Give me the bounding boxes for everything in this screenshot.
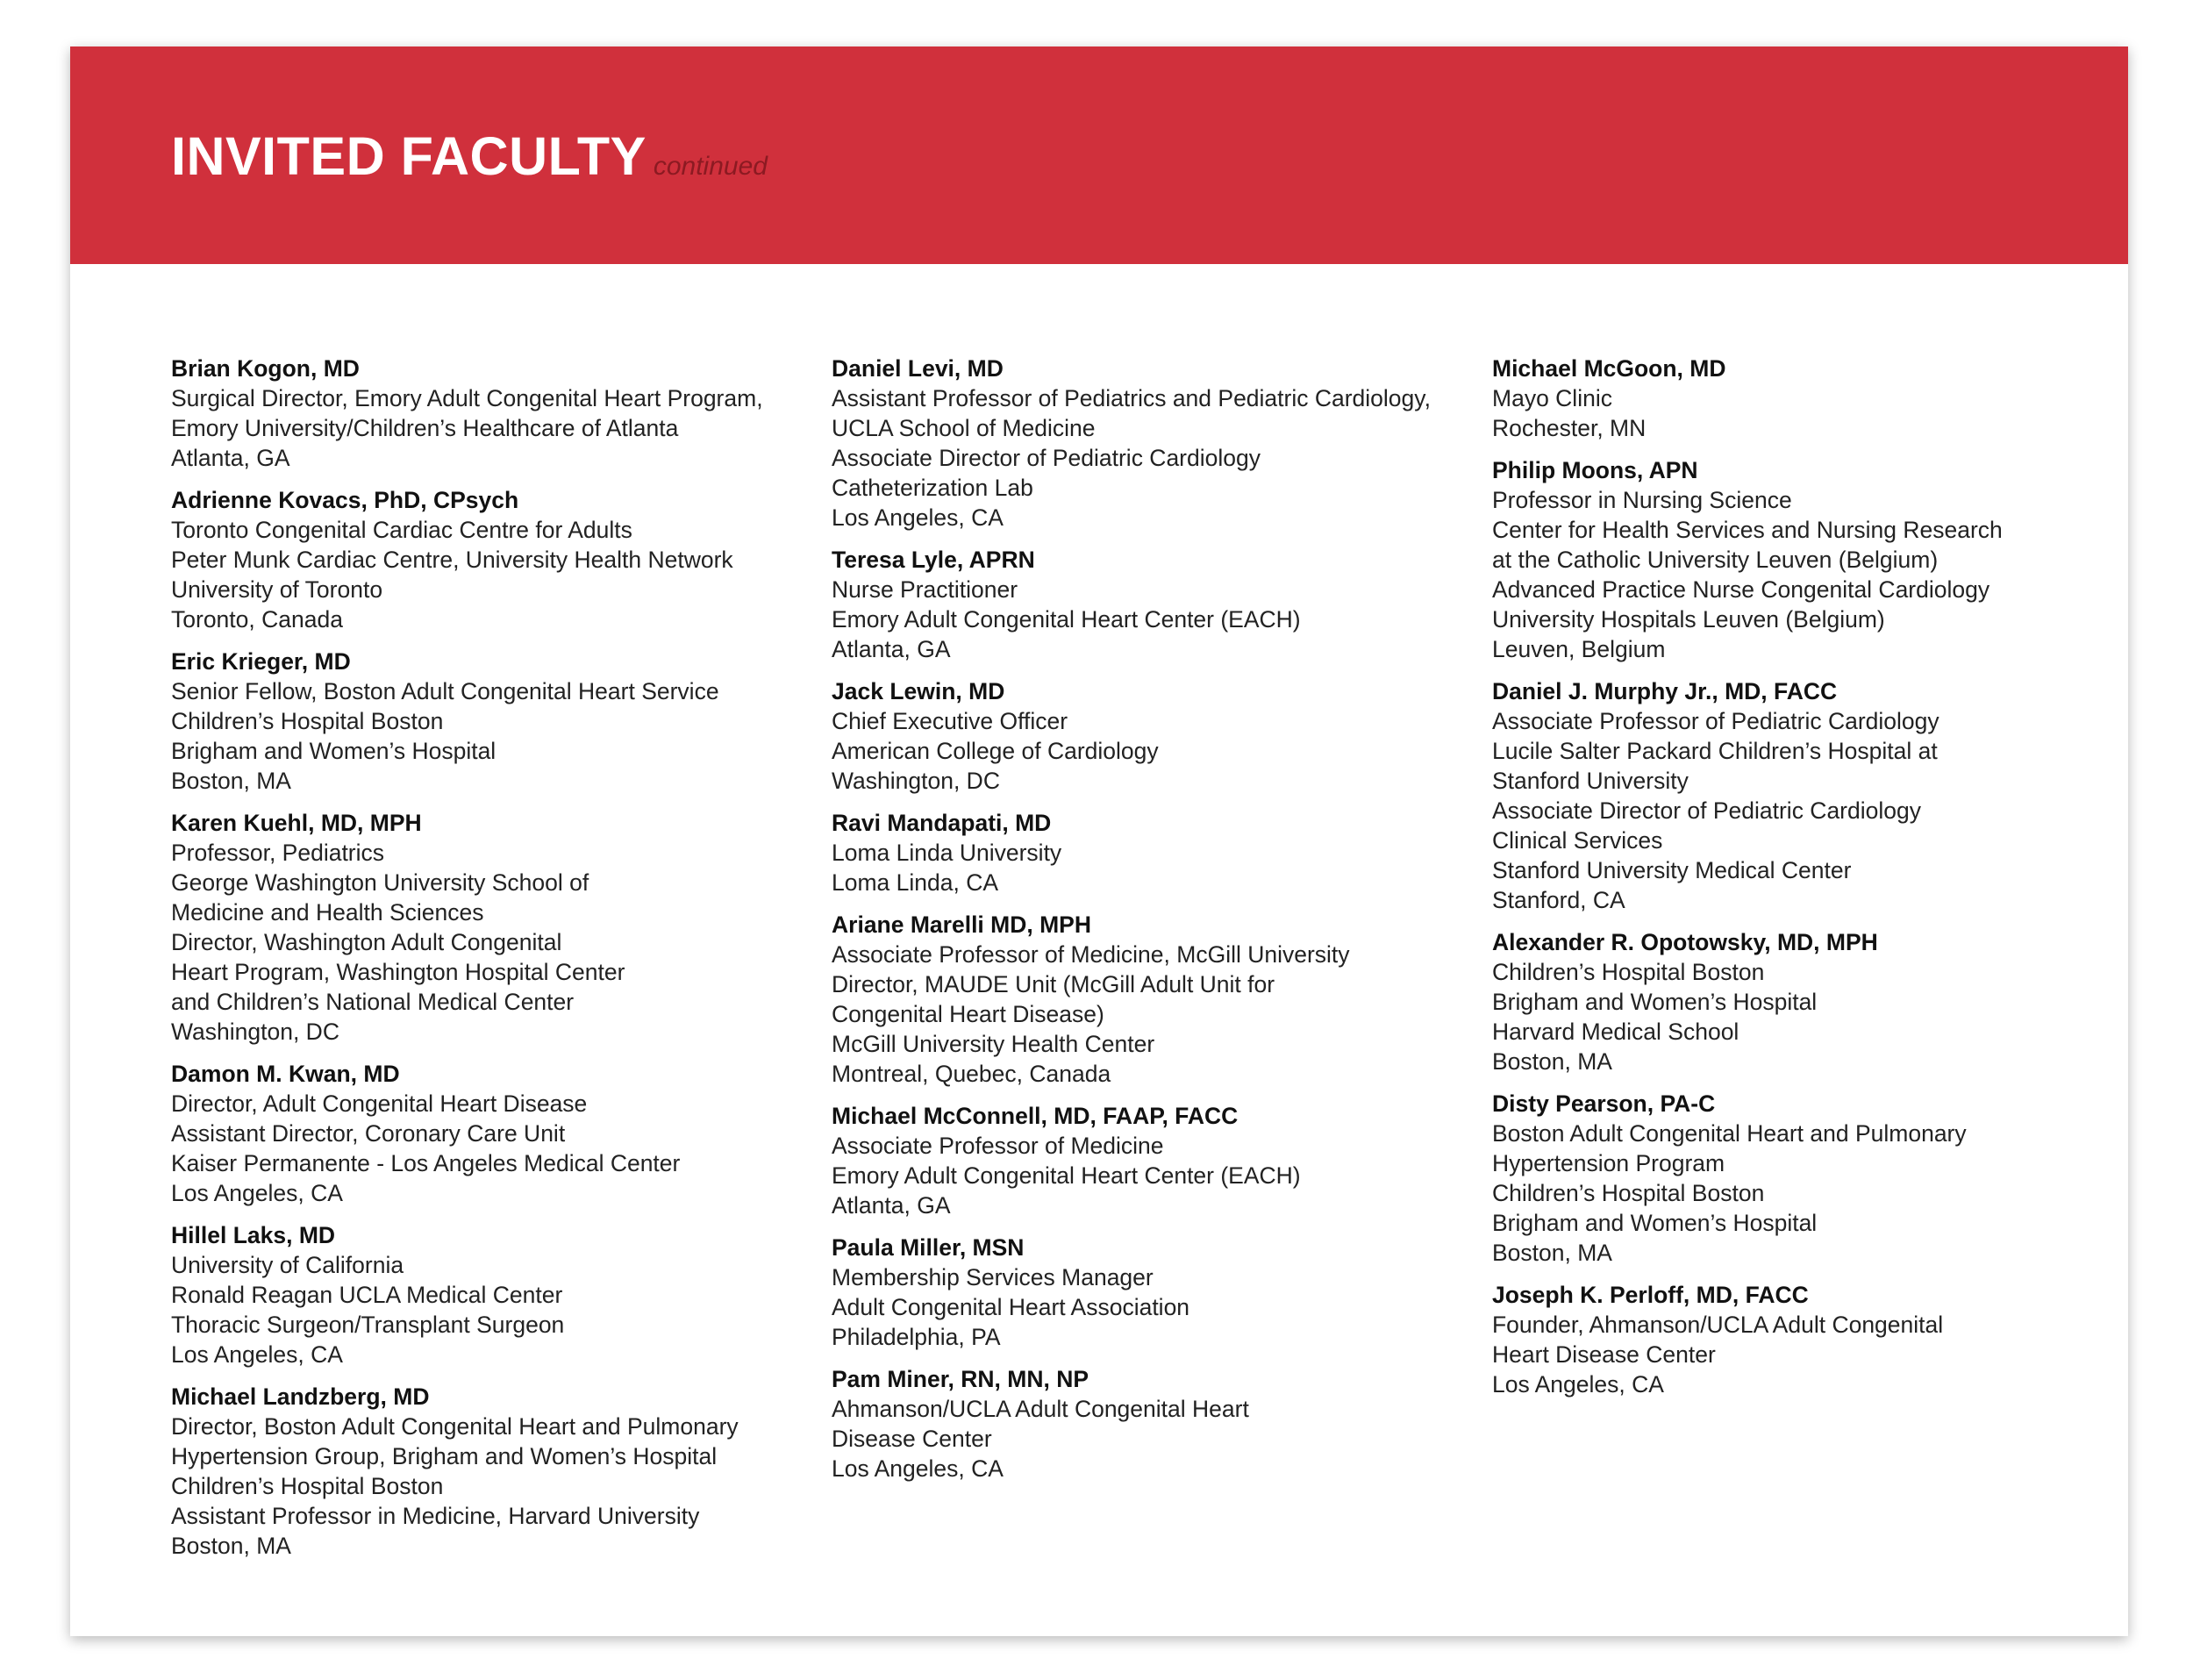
faculty-affiliation-line: George Washington University School of <box>171 869 589 896</box>
faculty-column-3 <box>1492 354 2124 1412</box>
faculty-column-1 <box>171 354 803 1573</box>
faculty-affiliation-line: Clinical Services <box>1492 827 1663 854</box>
faculty-name: Damon M. Kwan, MD <box>171 1061 400 1087</box>
faculty-affiliation-line: Kaiser Permanente - Los Angeles Medical Center <box>171 1150 681 1176</box>
faculty-entry <box>171 1220 803 1369</box>
faculty-affiliation-line: Ronald Reagan UCLA Medical Center <box>171 1282 563 1308</box>
faculty-affiliation-line: and Children’s National Medical Center <box>171 989 575 1015</box>
faculty-name: Eric Krieger, MD <box>171 648 351 675</box>
faculty-affiliation-line: Atlanta, GA <box>832 636 951 662</box>
faculty-name: Ariane Marelli MD, MPH <box>832 911 1091 938</box>
page-heading <box>171 125 768 187</box>
faculty-affiliation-line: Rochester, MN <box>1492 415 1647 441</box>
faculty-entry <box>1492 676 2124 915</box>
faculty-affiliation-line: Medicine and Health Sciences <box>171 899 484 926</box>
faculty-affiliation-line: Associate Director of Pediatric Cardiology <box>832 445 1261 471</box>
faculty-affiliation-line: Brigham and Women’s Hospital <box>1492 989 1818 1015</box>
faculty-name: Paula Miller, MSN <box>832 1234 1025 1261</box>
faculty-affiliation-line: Director, MAUDE Unit (McGill Adult Unit for <box>832 971 1275 997</box>
faculty-name: Pam Miner, RN, MN, NP <box>832 1366 1089 1392</box>
faculty-affiliation-line: Children’s Hospital Boston <box>171 1473 444 1499</box>
faculty-affiliation-line: Chief Executive Officer <box>832 708 1068 734</box>
faculty-affiliation-line: Assistant Director, Coronary Care Unit <box>171 1120 566 1147</box>
faculty-affiliation-line: Associate Director of Pediatric Cardiology <box>1492 797 1921 824</box>
faculty-affiliation-line: Loma Linda University <box>832 840 1062 866</box>
faculty-name: Karen Kuehl, MD, MPH <box>171 810 422 836</box>
faculty-affiliation-line: Toronto, Canada <box>171 606 343 633</box>
faculty-affiliation-line: Membership Services Manager <box>832 1264 1154 1290</box>
page-subtitle: continued <box>653 152 768 181</box>
faculty-affiliation-line: Adult Congenital Heart Association <box>832 1294 1190 1320</box>
faculty-affiliation-line: Montreal, Quebec, Canada <box>832 1061 1111 1087</box>
faculty-name: Jack Lewin, MD <box>832 678 1005 704</box>
faculty-affiliation-line: Nurse Practitioner <box>832 576 1018 603</box>
faculty-affiliation-line: Boston, MA <box>1492 1048 1612 1075</box>
faculty-affiliation-line: Thoracic Surgeon/Transplant Surgeon <box>171 1312 565 1338</box>
faculty-affiliation-line: Director, Boston Adult Congenital Heart and Pulmonary <box>171 1413 739 1440</box>
faculty-affiliation-line: Stanford, CA <box>1492 887 1625 913</box>
faculty-affiliation-line: Loma Linda, CA <box>832 869 999 896</box>
faculty-name: Michael Landzberg, MD <box>171 1383 430 1410</box>
faculty-affiliation-line: Heart Program, Washington Hospital Center <box>171 959 625 985</box>
faculty-affiliation-line: UCLA School of Medicine <box>832 415 1096 441</box>
faculty-affiliation-line: Toronto Congenital Cardiac Centre for Adults <box>171 517 632 543</box>
faculty-affiliation-line: Emory Adult Congenital Heart Center (EACH) <box>832 1162 1301 1189</box>
faculty-affiliation-line: Boston, MA <box>171 768 291 794</box>
faculty-entry <box>832 354 1463 533</box>
faculty-entry <box>1492 354 2124 443</box>
faculty-entry <box>1492 1089 2124 1268</box>
faculty-name: Alexander R. Opotowsky, MD, MPH <box>1492 929 1878 955</box>
faculty-affiliation-line: Atlanta, GA <box>171 445 290 471</box>
faculty-entry <box>171 485 803 634</box>
faculty-affiliation-line: Director, Adult Congenital Heart Disease <box>171 1090 588 1117</box>
faculty-affiliation-line: Boston, MA <box>1492 1240 1612 1266</box>
faculty-affiliation-line: Leuven, Belgium <box>1492 636 1666 662</box>
faculty-name: Ravi Mandapati, MD <box>832 810 1052 836</box>
faculty-affiliation-line: University Hospitals Leuven (Belgium) <box>1492 606 1885 633</box>
faculty-affiliation-line: Founder, Ahmanson/UCLA Adult Congenital <box>1492 1312 1944 1338</box>
faculty-column-2 <box>832 354 1463 1496</box>
faculty-affiliation-line: Senior Fellow, Boston Adult Congenital Heart Service <box>171 678 719 704</box>
faculty-entry <box>832 676 1463 796</box>
faculty-entry <box>1492 455 2124 664</box>
faculty-affiliation-line: Emory Adult Congenital Heart Center (EACH) <box>832 606 1301 633</box>
faculty-affiliation-line: Heart Disease Center <box>1492 1341 1716 1368</box>
brochure-page <box>70 46 2128 1636</box>
faculty-affiliation-line: Associate Professor of Pediatric Cardiology <box>1492 708 1939 734</box>
faculty-affiliation-line: Los Angeles, CA <box>832 504 1004 531</box>
faculty-affiliation-line: Professor in Nursing Science <box>1492 487 1792 513</box>
page-title: INVITED FACULTY <box>171 126 646 186</box>
faculty-name: Joseph K. Perloff, MD, FACC <box>1492 1282 1809 1308</box>
faculty-entry <box>171 1382 803 1561</box>
faculty-entry <box>171 1059 803 1208</box>
faculty-entry <box>171 354 803 473</box>
faculty-affiliation-line: University of Toronto <box>171 576 383 603</box>
faculty-affiliation-line: Harvard Medical School <box>1492 1019 1739 1045</box>
faculty-affiliation-line: Hypertension Group, Brigham and Women’s Hospital <box>171 1443 718 1469</box>
faculty-entry <box>171 808 803 1047</box>
faculty-affiliation-line: Center for Health Services and Nursing Research <box>1492 517 2003 543</box>
faculty-affiliation-line: Stanford University <box>1492 768 1689 794</box>
faculty-affiliation-line: Brigham and Women’s Hospital <box>1492 1210 1818 1236</box>
faculty-affiliation-line: Catheterization Lab <box>832 475 1033 501</box>
faculty-affiliation-line: Children’s Hospital Boston <box>1492 1180 1765 1206</box>
faculty-affiliation-line: Children’s Hospital Boston <box>1492 959 1765 985</box>
faculty-affiliation-line: Professor, Pediatrics <box>171 840 385 866</box>
faculty-entry <box>832 1233 1463 1352</box>
faculty-affiliation-line: Philadelphia, PA <box>832 1324 1001 1350</box>
faculty-entry <box>832 1364 1463 1483</box>
faculty-affiliation-line: Stanford University Medical Center <box>1492 857 1852 883</box>
faculty-name: Michael McConnell, MD, FAAP, FACC <box>832 1103 1239 1129</box>
faculty-affiliation-line: Surgical Director, Emory Adult Congenital Heart Program, <box>171 385 763 411</box>
faculty-affiliation-line: Congenital Heart Disease) <box>832 1001 1104 1027</box>
faculty-name: Hillel Laks, MD <box>171 1222 336 1248</box>
faculty-affiliation-line: Ahmanson/UCLA Adult Congenital Heart <box>832 1396 1249 1422</box>
faculty-affiliation-line: Boston, MA <box>171 1533 291 1559</box>
faculty-entry <box>832 808 1463 897</box>
faculty-affiliation-line: Peter Munk Cardiac Centre, University Health Network <box>171 547 733 573</box>
faculty-affiliation-line: Brigham and Women’s Hospital <box>171 738 496 764</box>
faculty-affiliation-line: Atlanta, GA <box>832 1192 951 1219</box>
faculty-affiliation-line: Disease Center <box>832 1426 992 1452</box>
faculty-affiliation-line: at the Catholic University Leuven (Belgium) <box>1492 547 1939 573</box>
faculty-affiliation-line: American College of Cardiology <box>832 738 1159 764</box>
faculty-entry <box>832 545 1463 664</box>
faculty-affiliation-line: Los Angeles, CA <box>171 1341 343 1368</box>
faculty-name: Philip Moons, APN <box>1492 457 1698 483</box>
faculty-affiliation-line: Los Angeles, CA <box>1492 1371 1664 1398</box>
faculty-affiliation-line: Director, Washington Adult Congenital <box>171 929 562 955</box>
faculty-affiliation-line: Emory University/Children’s Healthcare of Atlanta <box>171 415 679 441</box>
faculty-affiliation-line: Los Angeles, CA <box>171 1180 343 1206</box>
faculty-entry <box>1492 927 2124 1076</box>
faculty-name: Disty Pearson, PA-C <box>1492 1090 1716 1117</box>
faculty-affiliation-line: Children’s Hospital Boston <box>171 708 444 734</box>
faculty-affiliation-line: University of California <box>171 1252 404 1278</box>
faculty-affiliation-line: Los Angeles, CA <box>832 1455 1004 1482</box>
faculty-name: Brian Kogon, MD <box>171 355 360 382</box>
faculty-affiliation-line: Assistant Professor of Pediatrics and Pediatric Cardiology, <box>832 385 1431 411</box>
faculty-name: Daniel J. Murphy Jr., MD, FACC <box>1492 678 1838 704</box>
faculty-affiliation-line: Associate Professor of Medicine <box>832 1133 1164 1159</box>
faculty-name: Daniel Levi, MD <box>832 355 1004 382</box>
faculty-affiliation-line: Boston Adult Congenital Heart and Pulmonary <box>1492 1120 1967 1147</box>
faculty-affiliation-line: Lucile Salter Packard Children’s Hospital at <box>1492 738 1938 764</box>
faculty-affiliation-line: Washington, DC <box>171 1019 339 1045</box>
faculty-entry <box>1492 1280 2124 1399</box>
faculty-name: Adrienne Kovacs, PhD, CPsych <box>171 487 519 513</box>
faculty-affiliation-line: Hypertension Program <box>1492 1150 1725 1176</box>
faculty-affiliation-line: Associate Professor of Medicine, McGill University <box>832 941 1350 968</box>
faculty-entry <box>832 910 1463 1089</box>
faculty-name: Michael McGoon, MD <box>1492 355 1726 382</box>
faculty-affiliation-line: Assistant Professor in Medicine, Harvard University <box>171 1503 700 1529</box>
faculty-name: Teresa Lyle, APRN <box>832 547 1035 573</box>
header-banner <box>70 46 2128 264</box>
faculty-affiliation-line: Mayo Clinic <box>1492 385 1612 411</box>
faculty-affiliation-line: Advanced Practice Nurse Congenital Cardiology <box>1492 576 1990 603</box>
faculty-affiliation-line: McGill University Health Center <box>832 1031 1155 1057</box>
faculty-entry <box>832 1101 1463 1220</box>
faculty-affiliation-line: Washington, DC <box>832 768 1000 794</box>
faculty-entry <box>171 647 803 796</box>
